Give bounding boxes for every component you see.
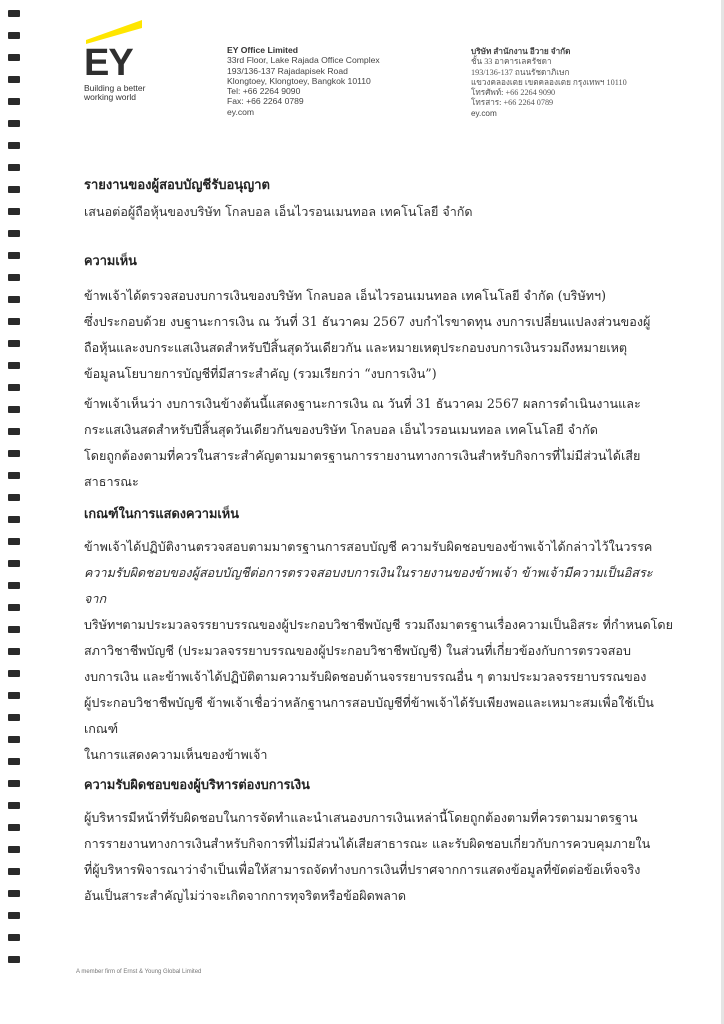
phone-number: Tel: +66 2264 9090 bbox=[227, 86, 301, 97]
management-paragraph bbox=[84, 805, 674, 909]
fax-number: โทรสาร: +66 2264 0789 bbox=[471, 98, 554, 108]
binding-hole bbox=[8, 582, 20, 589]
text-line: ถือหุ้นและงบกระแสเงินสดสำหรับปีสิ้นสุดวันเดียวกัน และหมายเหตุประกอบงบการเงินรวมถึงหมายเหตุ bbox=[84, 340, 628, 355]
report-addressee: เสนอต่อผู้ถือหุ้นของบริษัท โกลบอล เอ็นไวรอนเมนทอล เทคโนโลยี จำกัด bbox=[84, 204, 473, 219]
website: ey.com bbox=[471, 108, 497, 118]
binding-hole bbox=[8, 648, 20, 655]
text-line: โดยถูกต้องตามที่ควรในสาระสำคัญตามมาตรฐานการรายงานทางการเงินสำหรับกิจการที่ไม่มีส่วนได้เสีย bbox=[84, 448, 641, 463]
text-line: ซึ่งประกอบด้วย งบฐานะการเงิน ณ วันที่ 31 ธันวาคม 2567 งบกำไรขาดทุน งบการเปลี่ยนแปลงส่วนของผู้ bbox=[84, 314, 651, 329]
basis-paragraph bbox=[84, 534, 674, 768]
text-line: กระแสเงินสดสำหรับปีสิ้นสุดวันเดียวกันของบริษัท โกลบอล เอ็นไวรอนเมนทอล เทคโนโลยี จำกัด bbox=[84, 422, 598, 437]
binding-hole bbox=[8, 538, 20, 545]
logo-tagline bbox=[84, 84, 174, 102]
binding-hole bbox=[8, 780, 20, 787]
opinion-paragraph-2 bbox=[84, 391, 674, 495]
binding-hole bbox=[8, 230, 20, 237]
tagline-line-1: Building a better bbox=[84, 83, 146, 93]
binding-hole bbox=[8, 450, 20, 457]
fax-number: Fax: +66 2264 0789 bbox=[227, 96, 304, 107]
address-line: 33rd Floor, Lake Rajada Office Complex bbox=[227, 55, 380, 66]
text-line: ข้าพเจ้าเห็นว่า งบการเงินข้างต้นนี้แสดงฐานะการเงิน ณ วันที่ 31 ธันวาคม 2567 ผลการดำเนินงานและ bbox=[84, 396, 641, 411]
binding-hole bbox=[8, 296, 20, 303]
binding-hole bbox=[8, 362, 20, 369]
binding-hole bbox=[8, 318, 20, 325]
binding-hole bbox=[8, 384, 20, 391]
binding-hole bbox=[8, 758, 20, 765]
text-line: บริษัทฯตามประมวลจรรยาบรรณของผู้ประกอบวิชาชีพบัญชี รวมถึงมาตรฐานเรื่องความเป็นอิสระ ที่กำหนดโดย bbox=[84, 617, 673, 632]
binding-hole bbox=[8, 802, 20, 809]
text-line: การรายงานทางการเงินสำหรับกิจการที่ไม่มีส่วนได้เสียสาธารณะ และรับผิดชอบเกี่ยวกับการควบคุมภายใน bbox=[84, 836, 651, 851]
binding-hole bbox=[8, 208, 20, 215]
binding-hole bbox=[8, 692, 20, 699]
binding-hole bbox=[8, 186, 20, 193]
binding-hole bbox=[8, 934, 20, 941]
text-line: ผู้บริหารมีหน้าที่รับผิดชอบในการจัดทำและนำเสนองบการเงินเหล่านี้โดยถูกต้องตามที่ควรตามมาตรฐาน bbox=[84, 810, 638, 825]
address-line: 193/136-137 ถนนรัชดาภิเษก bbox=[471, 67, 570, 77]
binding-hole bbox=[8, 274, 20, 281]
report-body bbox=[84, 174, 674, 909]
binding-hole bbox=[8, 164, 20, 171]
binding-hole bbox=[8, 714, 20, 721]
text-line: สภาวิชาชีพบัญชี (ประมวลจรรยาบรรณของผู้ประกอบวิชาชีพบัญชี) ในส่วนที่เกี่ยวข้องกับการตรวจสอบ bbox=[84, 643, 631, 658]
website: ey.com bbox=[227, 106, 255, 117]
address-line: ชั้น 33 อาคารเลครัชดา bbox=[471, 57, 552, 67]
binding-hole bbox=[8, 516, 20, 523]
address-line: แขวงคลองเตย เขตคลองเตย กรุงเทพฯ 10110 bbox=[471, 77, 627, 87]
binding-hole bbox=[8, 890, 20, 897]
phone-number: โทรศัพท์: +66 2264 9090 bbox=[471, 88, 556, 98]
binding-hole bbox=[8, 736, 20, 743]
text-line: ข้าพเจ้าได้ปฏิบัติงานตรวจสอบตามมาตรฐานการสอบบัญชี ความรับผิดชอบของข้าพเจ้าได้กล่าวไว้ในวรรค bbox=[84, 539, 653, 554]
binding-hole bbox=[8, 54, 20, 61]
text-line: ความรับผิดชอบของผู้สอบบัญชีต่อการตรวจสอบงบการเงินในรายงานของข้าพเจ้า ข้าพเจ้ามีความเป็นอิสระจาก bbox=[84, 565, 653, 606]
text-line: สาธารณะ bbox=[84, 474, 139, 489]
spiral-binding bbox=[8, 10, 28, 978]
binding-hole bbox=[8, 98, 20, 105]
address-line: Klongtoey, Klongtoey, Bangkok 10110 bbox=[227, 75, 371, 86]
binding-hole bbox=[8, 824, 20, 831]
binding-hole bbox=[8, 76, 20, 83]
binding-hole bbox=[8, 956, 20, 963]
binding-hole bbox=[8, 340, 20, 347]
binding-hole bbox=[8, 428, 20, 435]
text-line: อันเป็นสาระสำคัญไม่ว่าจะเกิดจากการทุจริตหรือข้อผิดพลาด bbox=[84, 888, 407, 903]
text-line: ในการแสดงความเห็นของข้าพเจ้า bbox=[84, 747, 268, 762]
binding-hole bbox=[8, 604, 20, 611]
binding-hole bbox=[8, 868, 20, 875]
tagline-line-2: working world bbox=[84, 92, 136, 102]
logo-wordmark: EY bbox=[84, 42, 133, 84]
binding-hole bbox=[8, 560, 20, 567]
text-line: ข้าพเจ้าได้ตรวจสอบงบการเงินของบริษัท โกลบอล เอ็นไวรอนเมนทอล เทคโนโลยี จำกัด (บริษัทฯ) bbox=[84, 288, 607, 303]
binding-hole bbox=[8, 846, 20, 853]
office-name-en: EY Office Limited bbox=[227, 45, 298, 55]
binding-hole bbox=[8, 252, 20, 259]
binding-hole bbox=[8, 406, 20, 413]
binding-hole bbox=[8, 472, 20, 479]
section-heading-basis: เกณฑ์ในการแสดงความเห็น bbox=[84, 507, 239, 522]
footer-note: A member firm of Ernst & Young Global Limited bbox=[76, 969, 202, 975]
binding-hole bbox=[8, 670, 20, 677]
binding-hole bbox=[8, 626, 20, 633]
opinion-paragraph-1 bbox=[84, 283, 674, 387]
binding-hole bbox=[8, 10, 20, 17]
office-name-th: บริษัท สำนักงาน อีวาย จำกัด bbox=[471, 47, 571, 56]
binding-hole bbox=[8, 142, 20, 149]
binding-hole bbox=[8, 32, 20, 39]
address-line: 193/136-137 Rajadapisek Road bbox=[227, 65, 348, 76]
binding-hole bbox=[8, 912, 20, 919]
section-heading-opinion: ความเห็น bbox=[84, 254, 137, 269]
text-line: งบการเงิน และข้าพเจ้าได้ปฏิบัติตามความรับผิดชอบด้านจรรยาบรรณอื่น ๆ ตามประมวลจรรยาบรรณของ bbox=[84, 669, 647, 684]
binding-hole bbox=[8, 120, 20, 127]
office-address-english bbox=[227, 45, 380, 117]
text-line: ที่ผู้บริหารพิจารณาว่าจำเป็นเพื่อให้สามารถจัดทำงบการเงินที่ปราศจากการแสดงข้อมูลที่ขัดต่อข้อเท็จจริง bbox=[84, 862, 641, 877]
office-address-thai bbox=[471, 47, 671, 119]
binding-hole bbox=[8, 494, 20, 501]
text-line: ข้อมูลนโยบายการบัญชีที่มีสาระสำคัญ (รวมเรียกว่า “งบการเงิน”) bbox=[84, 366, 437, 381]
text-line: ผู้ประกอบวิชาชีพบัญชี ข้าพเจ้าเชื่อว่าหลักฐานการสอบบัญชีที่ข้าพเจ้าได้รับเพียงพอและเหมาะสมเพื่อใช้เป็นเกณฑ์ bbox=[84, 695, 654, 736]
report-title: รายงานของผู้สอบบัญชีรับอนุญาต bbox=[84, 178, 270, 193]
section-heading-management: ความรับผิดชอบของผู้บริหารต่องบการเงิน bbox=[84, 778, 310, 793]
